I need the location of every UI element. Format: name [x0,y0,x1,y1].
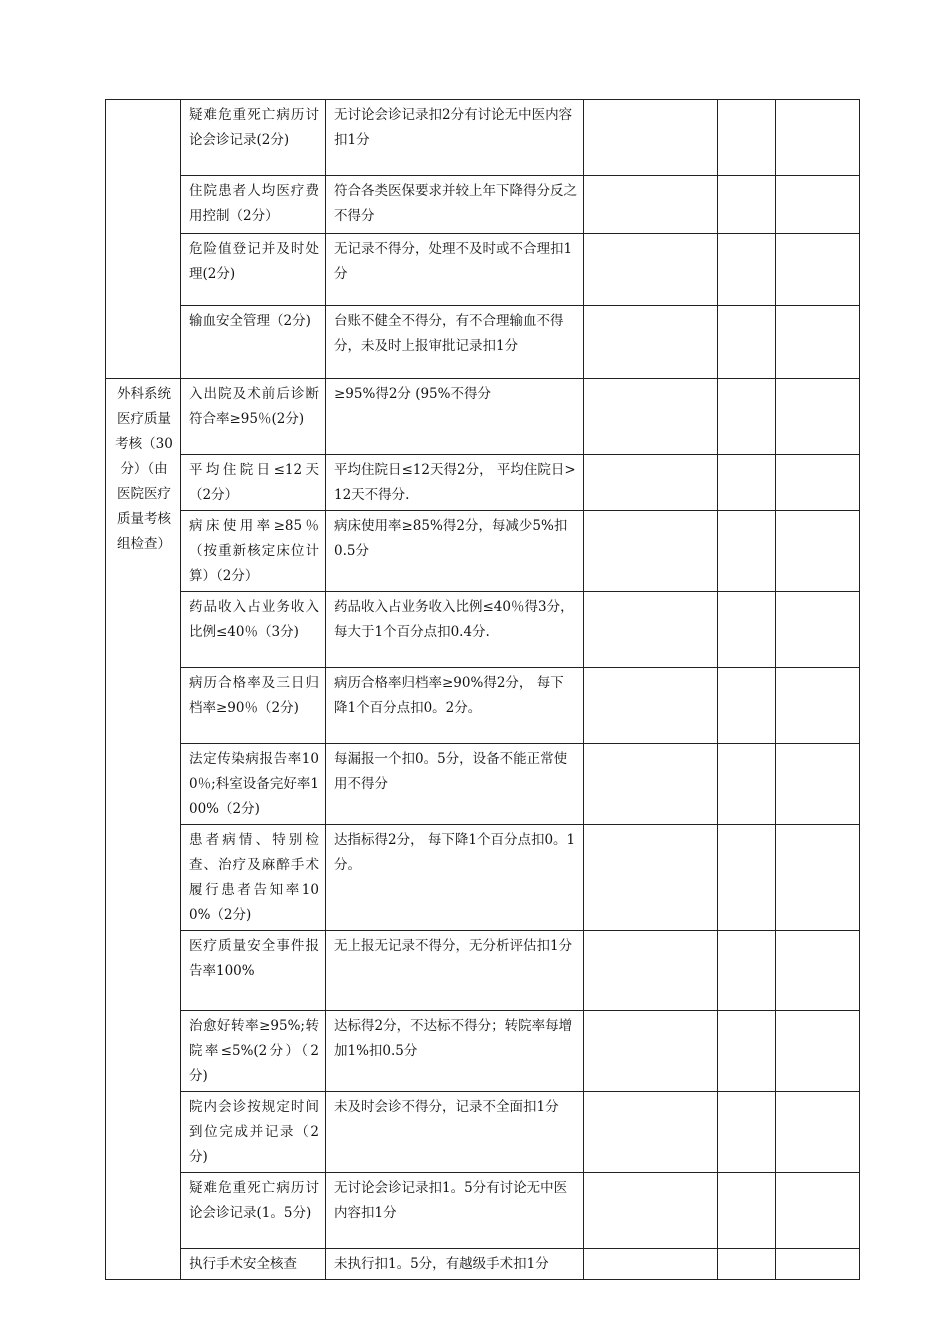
blank-cell [718,100,776,176]
item-cell: 疑难危重死亡病历讨论会诊记录(2分) [181,100,326,176]
standard-cell: 病历合格率归档率≥90%得2分， 每下降1个百分点扣0。2分。 [326,668,584,744]
table-row [106,306,860,379]
item-cell: 住院患者人均医疗费用控制（2分） [181,176,326,234]
blank-cell [776,744,860,825]
blank-cell [776,592,860,668]
blank-cell [584,931,718,1011]
category-cell [106,100,181,379]
item-cell: 病历合格率及三日归档率≥90％（2分) [181,668,326,744]
standard-cell: 平均住院日≤12天得2分， 平均住院日>12天不得分. [326,455,584,511]
blank-cell [718,931,776,1011]
standard-cell: 无讨论会诊记录扣2分有讨论无中医内容扣1分 [326,100,584,176]
blank-cell [776,931,860,1011]
blank-cell [718,306,776,379]
table-row [106,825,860,931]
table-row [106,1249,860,1280]
quality-assessment-table [105,99,860,1280]
item-cell: 入出院及术前后诊断符合率≥95％(2分) [181,379,326,455]
standard-cell: 台账不健全不得分，有不合理输血不得分，未及时上报审批记录扣1分 [326,306,584,379]
table-row [106,234,860,306]
blank-cell [776,1249,860,1280]
blank-cell [776,1011,860,1092]
blank-cell [718,379,776,455]
blank-cell [718,455,776,511]
blank-cell [776,100,860,176]
table-row [106,176,860,234]
item-cell: 危险值登记并及时处理(2分) [181,234,326,306]
standard-cell: 达指标得2分， 每下降1个百分点扣0。1分。 [326,825,584,931]
blank-cell [584,234,718,306]
table-row [106,100,860,176]
table-row [106,931,860,1011]
table-row [106,744,860,825]
blank-cell [584,511,718,592]
standard-cell: 无上报无记录不得分，无分析评估扣1分 [326,931,584,1011]
item-cell: 平均住院日≤12天（2分） [181,455,326,511]
blank-cell [584,592,718,668]
blank-cell [718,1249,776,1280]
item-cell: 治愈好转率≥95%;转院率≤5%(2分）（2分) [181,1011,326,1092]
blank-cell [776,1173,860,1249]
blank-cell [718,1092,776,1173]
item-cell: 输血安全管理（2分) [181,306,326,379]
blank-cell [718,825,776,931]
item-cell: 患者病情、特别检查、治疗及麻醉手术履行患者告知率100%（2分) [181,825,326,931]
standard-cell: 未及时会诊不得分，记录不全面扣1分 [326,1092,584,1173]
standard-cell: 达标得2分，不达标不得分；转院率每增加1%扣0.5分 [326,1011,584,1092]
blank-cell [584,176,718,234]
item-cell: 医疗质量安全事件报告率100% [181,931,326,1011]
table-row [106,1092,860,1173]
standard-cell: 无记录不得分，处理不及时或不合理扣1分 [326,234,584,306]
table-row [106,668,860,744]
blank-cell [718,744,776,825]
blank-cell [776,306,860,379]
blank-cell [718,668,776,744]
standard-cell: 病床使用率≥85%得2分，每减少5%扣0.5分 [326,511,584,592]
item-cell: 执行手术安全核查 [181,1249,326,1280]
standard-cell: 符合各类医保要求并较上年下降得分反之不得分 [326,176,584,234]
blank-cell [718,511,776,592]
item-cell: 法定传染病报告率100％;科室设备完好率100%（2分) [181,744,326,825]
standard-cell: ≥95%得2分 (95%不得分 [326,379,584,455]
standard-cell: 未执行扣1。5分，有越级手术扣1分 [326,1249,584,1280]
blank-cell [718,1011,776,1092]
blank-cell [584,379,718,455]
blank-cell [718,592,776,668]
standard-cell: 每漏报一个扣0。5分，设备不能正常使用不得分 [326,744,584,825]
blank-cell [584,1011,718,1092]
blank-cell [776,1092,860,1173]
blank-cell [584,306,718,379]
blank-cell [776,511,860,592]
table-row [106,1173,860,1249]
blank-cell [584,455,718,511]
blank-cell [776,176,860,234]
blank-cell [776,379,860,455]
blank-cell [776,234,860,306]
table-row [106,455,860,511]
item-cell: 病床使用率≥85％（按重新核定床位计算）（2分） [181,511,326,592]
table-row [106,592,860,668]
table-row [106,511,860,592]
blank-cell [776,668,860,744]
category-cell: 外科系统医疗质量考核（30分）（由医院医疗质量考核组检查） [106,379,181,1280]
table-row [106,1011,860,1092]
blank-cell [776,825,860,931]
standard-cell: 无讨论会诊记录扣1。5分有讨论无中医内容扣1分 [326,1173,584,1249]
blank-cell [584,825,718,931]
standard-cell: 药品收入占业务收入比例≤40％得3分， 每大于1个百分点扣0.4分. [326,592,584,668]
item-cell: 药品收入占业务收入比例≤40％（3分) [181,592,326,668]
blank-cell [718,1173,776,1249]
item-cell: 院内会诊按规定时间到位完成并记录（2分) [181,1092,326,1173]
blank-cell [776,455,860,511]
table-row [106,379,860,455]
blank-cell [584,1092,718,1173]
blank-cell [584,744,718,825]
blank-cell [584,100,718,176]
blank-cell [718,234,776,306]
blank-cell [584,668,718,744]
blank-cell [584,1249,718,1280]
item-cell: 疑难危重死亡病历讨论会诊记录(1。5分) [181,1173,326,1249]
blank-cell [584,1173,718,1249]
blank-cell [718,176,776,234]
